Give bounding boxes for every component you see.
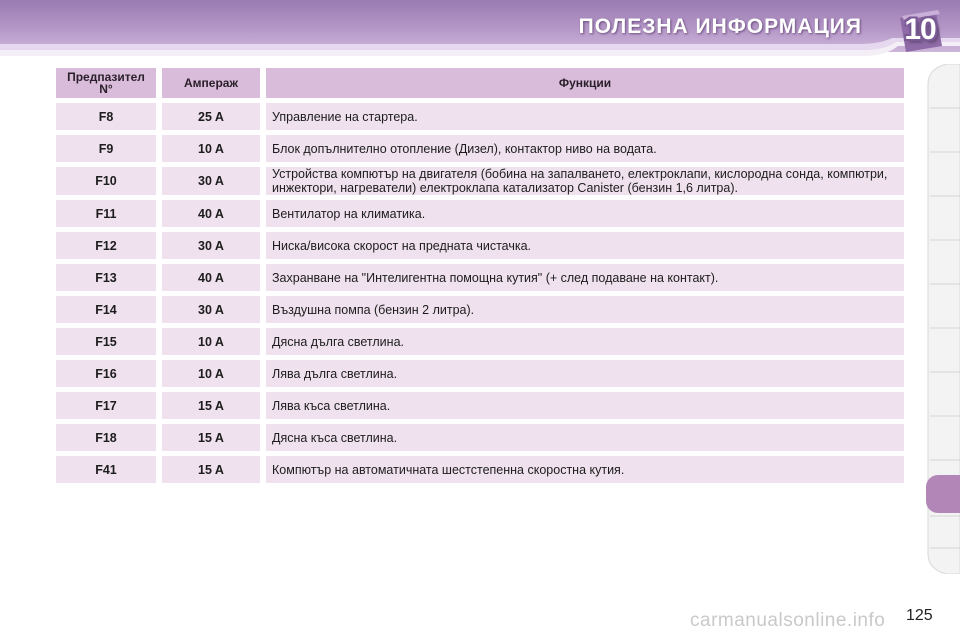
fuse-cell: F9 <box>56 135 156 162</box>
table-row <box>56 360 904 387</box>
table-row <box>56 424 904 451</box>
table-row <box>56 135 904 162</box>
table-row <box>56 264 904 291</box>
amperage-cell: 15 A <box>156 392 260 419</box>
function-cell: Дясна къса светлина. <box>260 424 904 451</box>
fuse-cell: F13 <box>56 264 156 291</box>
table-row <box>56 200 904 227</box>
chapter-number: 10 <box>904 13 936 46</box>
table-row <box>56 392 904 419</box>
page-title: ПОЛЕЗНА ИНФОРМАЦИЯ <box>578 15 862 38</box>
table-row <box>56 103 904 130</box>
function-cell: Устройства компютър на двигателя (бобина на запалването, електроклапи, кислородна сонда, компютри, инжектори, нагреватели) електроклапа катализатор Canister (бензин 1,6 литра). <box>260 167 904 195</box>
function-cell: Блок допълнително отопление (Дизел), контактор ниво на водата. <box>260 135 904 162</box>
column-header-amperage: Ампераж <box>156 68 260 98</box>
fuse-cell: F16 <box>56 360 156 387</box>
function-cell: Дясна дълга светлина. <box>260 328 904 355</box>
fuse-cell: F11 <box>56 200 156 227</box>
function-cell: Вентилатор на климатика. <box>260 200 904 227</box>
function-cell: Управление на стартера. <box>260 103 904 130</box>
table-row <box>56 296 904 323</box>
function-cell: Лява къса светлина. <box>260 392 904 419</box>
amperage-cell: 10 A <box>156 135 260 162</box>
fuse-table <box>56 63 904 488</box>
fuse-cell: F8 <box>56 103 156 130</box>
amperage-cell: 40 A <box>156 264 260 291</box>
amperage-cell: 25 A <box>156 103 260 130</box>
table-header-row <box>56 68 904 98</box>
watermark: carmanualsonline.info <box>690 610 886 631</box>
function-cell: Ниска/висока скорост на предната чистачка. <box>260 232 904 259</box>
table-row <box>56 232 904 259</box>
page-number: 125 <box>906 607 933 624</box>
fuse-cell: F10 <box>56 167 156 195</box>
table-row <box>56 456 904 483</box>
column-header-function: Функции <box>260 68 904 98</box>
fuse-cell: F17 <box>56 392 156 419</box>
amperage-cell: 10 A <box>156 328 260 355</box>
amperage-cell: 30 A <box>156 167 260 195</box>
table-row <box>56 167 904 195</box>
function-cell: Лява дълга светлина. <box>260 360 904 387</box>
function-cell: Въздушна помпа (бензин 2 литра). <box>260 296 904 323</box>
function-cell: Захранване на "Интелигентна помощна кутия" (+ след подаване на контакт). <box>260 264 904 291</box>
table-row <box>56 328 904 355</box>
fuse-cell: F14 <box>56 296 156 323</box>
active-chapter-tab[interactable] <box>926 475 960 513</box>
amperage-cell: 15 A <box>156 456 260 483</box>
amperage-cell: 40 A <box>156 200 260 227</box>
amperage-cell: 10 A <box>156 360 260 387</box>
function-cell: Компютър на автоматичната шестстепенна скоростна кутия. <box>260 456 904 483</box>
fuse-cell: F15 <box>56 328 156 355</box>
fuse-cell: F18 <box>56 424 156 451</box>
amperage-cell: 30 A <box>156 232 260 259</box>
amperage-cell: 30 A <box>156 296 260 323</box>
amperage-cell: 15 A <box>156 424 260 451</box>
header-wave-decoration <box>0 38 960 58</box>
fuse-cell: F12 <box>56 232 156 259</box>
fuse-cell: F41 <box>56 456 156 483</box>
column-header-fuse: Предпазител N° <box>56 68 156 98</box>
